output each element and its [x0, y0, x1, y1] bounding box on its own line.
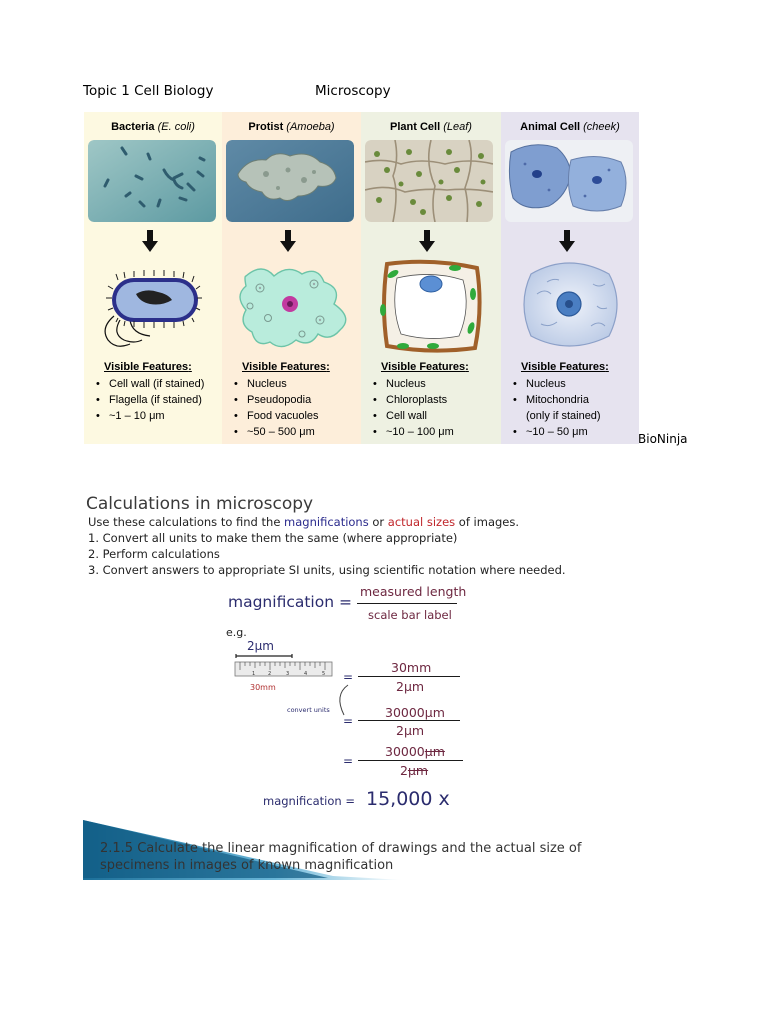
- animal-features-title: Visible Features:: [521, 361, 609, 373]
- list-item: • Food vacuoles: [232, 408, 319, 424]
- formula-denominator: scale bar label: [368, 608, 452, 622]
- protist-column: [222, 112, 361, 444]
- result-label: magnification =: [263, 794, 355, 808]
- animal-features: [511, 376, 601, 440]
- list-item: • Nucleus: [511, 376, 601, 392]
- list-item: (only if stained): [526, 410, 601, 422]
- list-item: • ~1 – 10 μm: [94, 408, 204, 424]
- page-title: Topic 1 Cell Biology: [83, 83, 214, 99]
- objective-line-2: specimens in images of known magnification: [100, 858, 394, 873]
- row1-numerator: 30mm: [391, 660, 432, 675]
- protist-features: [232, 376, 319, 440]
- page-subtitle: Microscopy: [315, 83, 391, 99]
- ruler-image: [234, 654, 334, 682]
- bacteria-column: [84, 112, 222, 444]
- list-item: • Flagella (if stained): [94, 392, 204, 408]
- protist-diagram: [228, 254, 354, 354]
- list-item: • Cell wall: [371, 408, 454, 424]
- list-item: • ~10 – 50 μm: [511, 424, 601, 440]
- formula-label: magnification =: [228, 593, 352, 611]
- scale-bar-label: 2μm: [247, 639, 274, 653]
- row1-fraction-bar: [358, 676, 460, 677]
- protist-heading: Protist (Amoeba): [248, 121, 335, 133]
- bacteria-micrograph: [88, 140, 216, 222]
- objective-text: [100, 840, 581, 874]
- row3-numerator: 30000μm: [385, 744, 445, 759]
- plant-heading: Plant Cell (Leaf): [390, 121, 472, 133]
- down-arrow-icon: [419, 230, 435, 252]
- plant-micrograph: [365, 140, 493, 222]
- step-2: 2. Perform calculations: [88, 547, 220, 561]
- ruler-mark: 5: [322, 671, 326, 677]
- row2-numerator: 30000μm: [385, 705, 445, 720]
- objective-line-1: 2.1.5 Calculate the linear magnification of drawings and the actual size of: [100, 841, 582, 856]
- plant-features-title: Visible Features:: [381, 361, 469, 373]
- plant-column: [361, 112, 501, 444]
- example-label: e.g.: [226, 626, 247, 639]
- equals-sign: =: [343, 754, 354, 768]
- plant-cell-diagram: [367, 254, 493, 354]
- formula-fraction-bar: [357, 603, 457, 604]
- cell-comparison-figure: [84, 112, 639, 444]
- protist-micrograph: [226, 140, 354, 222]
- list-item: • ~50 – 500 μm: [232, 424, 319, 440]
- bacteria-features: [94, 376, 204, 424]
- down-arrow-icon: [142, 230, 158, 252]
- convert-note: convert units: [287, 706, 330, 714]
- bacteria-features-title: Visible Features:: [104, 361, 192, 373]
- ruler-mark: 1: [252, 671, 256, 677]
- list-item: • Cell wall (if stained): [94, 376, 204, 392]
- list-item: • Nucleus: [232, 376, 319, 392]
- source-credit: BioNinja: [638, 432, 688, 446]
- ruler-mark: 2: [268, 671, 272, 677]
- down-arrow-icon: [559, 230, 575, 252]
- down-arrow-icon: [280, 230, 296, 252]
- list-item: • Nucleus: [371, 376, 454, 392]
- formula-numerator: measured length: [360, 584, 467, 599]
- bacteria-heading: Bacteria (E. coli): [111, 121, 195, 133]
- animal-cell-diagram: [507, 254, 633, 354]
- protist-features-title: Visible Features:: [242, 361, 330, 373]
- section-heading: Calculations in microscopy: [86, 494, 314, 514]
- row3-fraction-bar: [358, 760, 463, 761]
- row1-denominator: 2μm: [396, 679, 425, 694]
- ruler-measure: 30mm: [250, 683, 276, 692]
- result-value: 15,000 x: [366, 788, 450, 810]
- bacteria-diagram: [90, 254, 216, 354]
- equals-sign: =: [343, 714, 354, 728]
- plant-features: [371, 376, 454, 440]
- step-1: 1. Convert all units to make them the same (where appropriate): [88, 531, 458, 545]
- animal-micrograph: [505, 140, 633, 222]
- list-item: • Chloroplasts: [371, 392, 454, 408]
- list-item: • Pseudopodia: [232, 392, 319, 408]
- step-3: 3. Convert answers to appropriate SI units, using scientific notation where needed.: [88, 563, 566, 577]
- equals-sign: =: [343, 670, 354, 684]
- row3-denominator: 2μm: [400, 763, 429, 778]
- animal-column: [501, 112, 639, 444]
- list-item: • ~10 – 100 μm: [371, 424, 454, 440]
- list-item: • Mitochondria: [511, 392, 601, 408]
- row2-fraction-bar: [358, 720, 460, 721]
- row2-denominator: 2μm: [396, 723, 425, 738]
- ruler-mark: 3: [286, 671, 290, 677]
- ruler-mark: 4: [304, 671, 308, 677]
- intro-text: Use these calculations to find the magnifications or actual sizes of images.: [88, 515, 520, 529]
- animal-heading: Animal Cell (cheek): [520, 121, 620, 133]
